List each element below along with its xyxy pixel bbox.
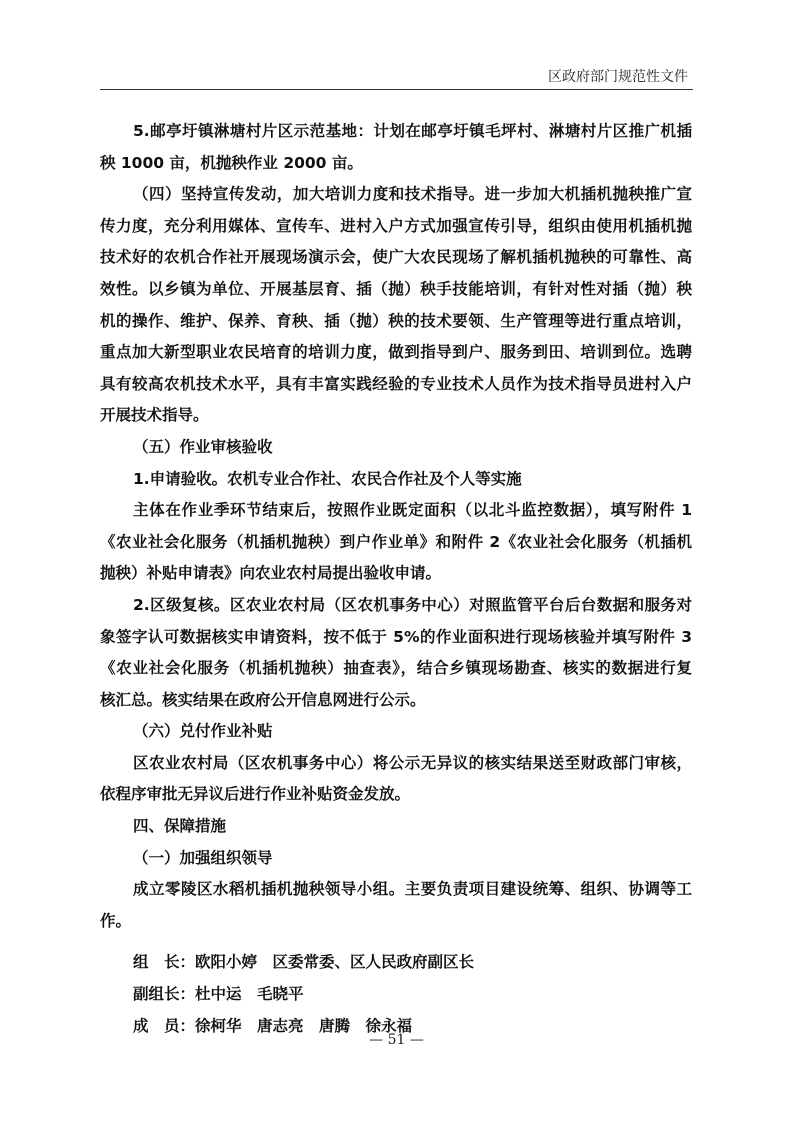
text-line: 主体在作业季环节结束后，按照作业既定面积（以北斗监控数据），填写附件 1 [133,501,692,520]
chapter-heading: 四、保障措施 [133,817,227,836]
text-line: 秧 1000 亩，机抛秧作业 2000 亩。 [100,153,363,172]
members-line: 成 员：徐柯华 唐志亮 唐腾 徐永福 [133,1016,413,1035]
text-line: 抛秧）补贴申请表》向农业农村局提出验收申请。 [100,564,442,583]
header-divider [100,89,693,90]
text-line: 2.区级复核。区农业农村局（区农机事务中心）对照监管平台后台数据和服务对 [133,595,692,614]
text-line: 核汇总。核实结果在政府公开信息网进行公示。 [100,690,426,709]
deputy-leader-line: 副组长：杜中运 毛晓平 [133,985,304,1004]
running-header: 区政府部门规范性文件 [548,69,688,85]
text-line: 开展技术指导。 [100,406,209,425]
text-line: 1.申请验收。农机专业合作社、农民合作社及个人等实施 [133,469,522,488]
text-line: 依程序审批无异议后进行作业补贴资金发放。 [100,785,411,804]
document-body [100,116,692,1042]
leader-line: 组 长：欧阳小婷 区委常委、区人民政府副区长 [133,953,475,972]
text-line: 作。 [100,911,132,930]
text-line: 《农业社会化服务（机插机抛秧）到户作业单》和附件 2《农业社会化服务（机插机 [100,532,692,551]
text-line: 传力度，充分利用媒体、宣传车、进村入户方式加强宣传引导，组织由使用机插机抛 [100,216,692,235]
section-heading: （一）加强组织领导 [133,848,273,867]
section-heading: （六）兑付作业补贴 [133,722,273,741]
text-line: 重点加大新型职业农民培育的培训力度，做到指导到户、服务到田、培训到位。选聘 [100,343,692,362]
text-line: （四）坚持宣传发动，加大培训力度和技术指导。进一步加大机插机抛秧推广宣 [133,185,692,204]
page-number: — 51 — [369,1032,424,1048]
text-line: 区农业农村局（区农机事务中心）将公示无异议的核实结果送至财政部门审核， [133,753,692,772]
section-heading: （五）作业审核验收 [133,437,273,456]
text-line: 具有较高农机技术水平，具有丰富实践经验的专业技术人员作为技术指导员进村入户 [100,374,692,393]
text-line: 效性。以乡镇为单位、开展基层育、插（抛）秧手技能培训，有针对性对插（抛）秧 [100,279,692,298]
text-line: 《农业社会化服务（机插机抛秧）抽查表》，结合乡镇现场勘查、核实的数据进行复 [100,659,692,678]
text-line: 象签字认可数据核实申请资料，按不低于 5%的作业面积进行现场核验并填写附件 3 [100,627,692,646]
text-line: 技术好的农机合作社开展现场演示会，使广大农民现场了解机插机抛秧的可靠性、高 [100,248,692,267]
text-line: 成立零陵区水稻机插机抛秧领导小组。主要负责项目建设统筹、组织、协调等工 [133,880,692,899]
text-line: 5.邮亭圩镇淋塘村片区示范基地：计划在邮亭圩镇毛坪村、淋塘村片区推广机插 [133,122,692,140]
text-line: 机的操作、维护、保养、育秧、插（抛）秧的技术要领、生产管理等进行重点培训， [100,311,692,330]
